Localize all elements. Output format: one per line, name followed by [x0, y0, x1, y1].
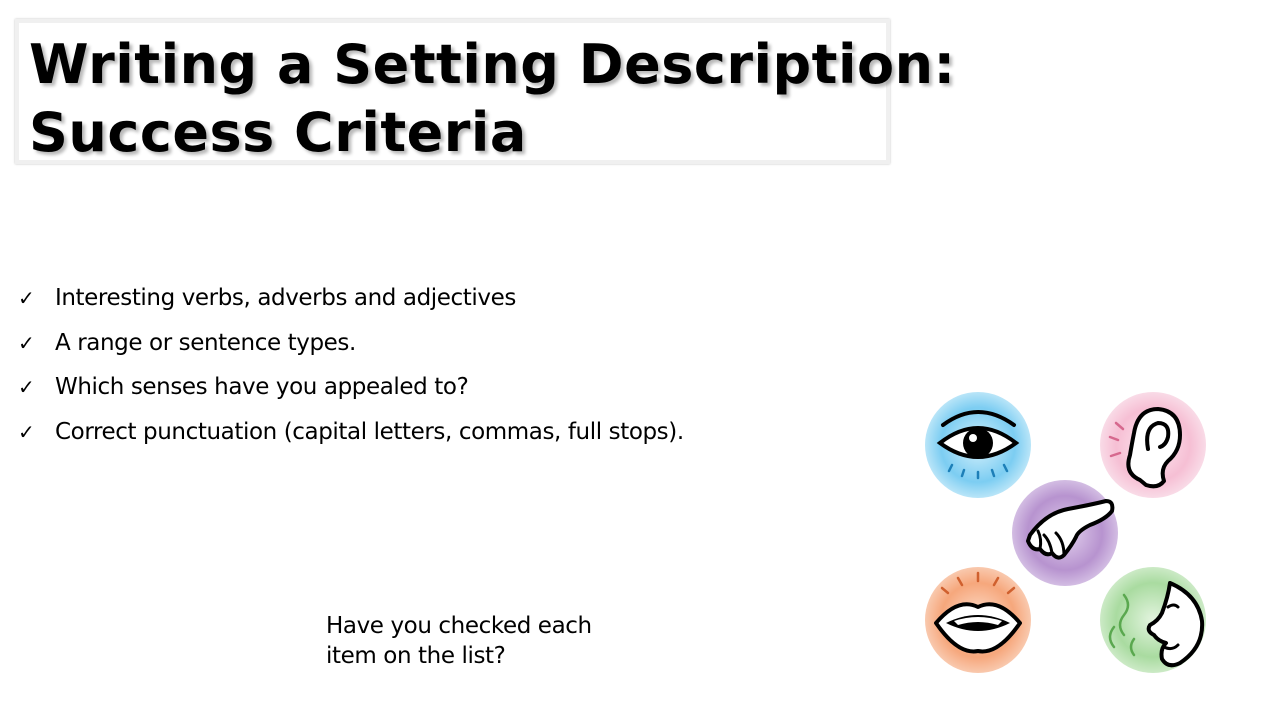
check-icon: ✓ [18, 419, 35, 444]
success-criteria-list [18, 276, 684, 454]
check-icon: ✓ [18, 375, 35, 400]
five-senses-illustration [918, 385, 1218, 685]
hearing-circle [1100, 392, 1206, 498]
prompt-line-1: Have you checked each [326, 613, 592, 639]
check-icon: ✓ [18, 330, 35, 355]
touch-circle [1012, 480, 1118, 586]
list-item [18, 321, 684, 366]
list-item [18, 276, 684, 321]
taste-circle [925, 567, 1031, 673]
title-line-1: Writing a Setting Description: [29, 33, 956, 96]
criteria-text: Correct punctuation (capital letters, commas, full stops). [55, 418, 684, 445]
smell-circle [1100, 567, 1206, 673]
list-item [18, 410, 684, 455]
title-line-2: Success Criteria [29, 101, 527, 164]
check-icon: ✓ [18, 286, 35, 311]
slide-title [29, 31, 956, 167]
check-prompt [326, 611, 626, 671]
criteria-text: A range or sentence types. [55, 329, 356, 356]
title-box [15, 19, 956, 164]
criteria-text: Interesting verbs, adverbs and adjectives [55, 285, 516, 312]
prompt-line-2: item on the list? [326, 643, 506, 669]
list-item [18, 365, 684, 410]
criteria-text: Which senses have you appealed to? [55, 374, 469, 401]
sight-circle [925, 392, 1031, 498]
